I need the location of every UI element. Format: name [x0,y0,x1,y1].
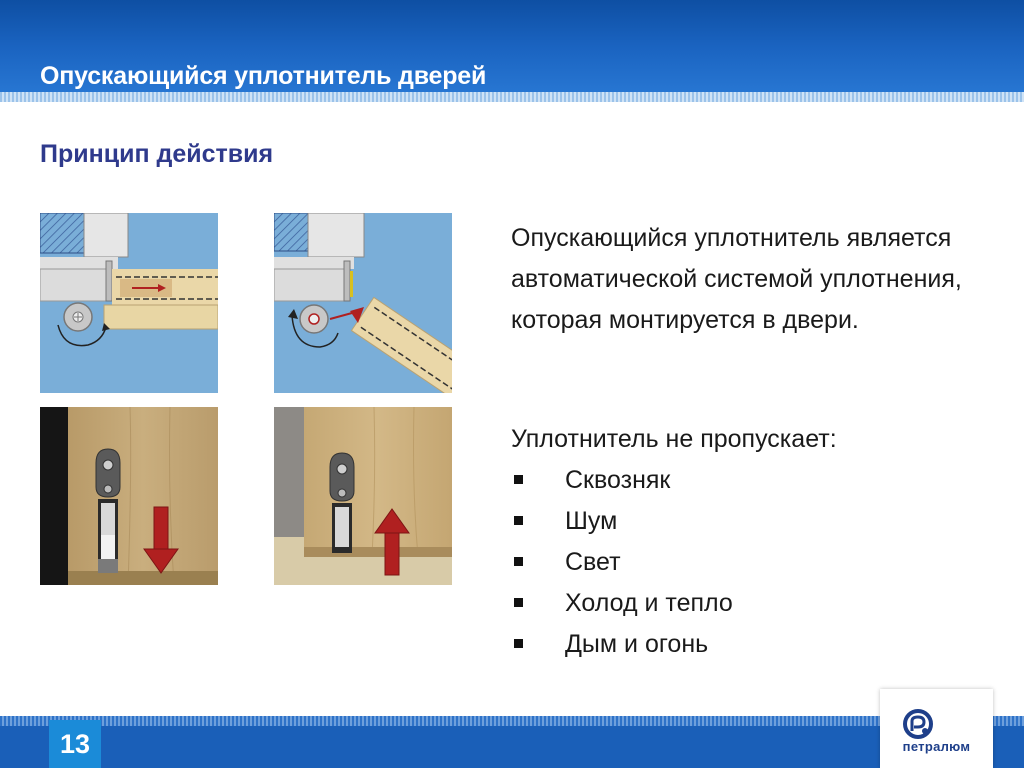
square-bullet-icon [514,516,523,525]
square-bullet-icon [514,598,523,607]
diagram-door-opening [274,213,452,393]
company-logo [880,689,993,768]
square-bullet-icon [514,475,523,484]
square-bullet-icon [514,639,523,648]
page-number: 13 [49,720,101,768]
photo-seal-down [40,407,218,585]
square-bullet-icon [514,557,523,566]
photo-seal-up [274,407,452,585]
slide-title: Опускающийся уплотнитель дверей [40,62,487,90]
slide-subtitle: Принцип действия [40,140,274,168]
footer-bar [0,716,1024,768]
diagram-seal-lowered [40,213,218,393]
description-text: Опускающийся уплотнитель является автоматической системой уплотнения, которая монтируется в двери. [511,224,962,334]
list-intro: Уплотнитель не пропускает: [511,425,837,453]
logo-text: петралюм [902,739,971,754]
petralum-logo-icon [903,709,933,739]
